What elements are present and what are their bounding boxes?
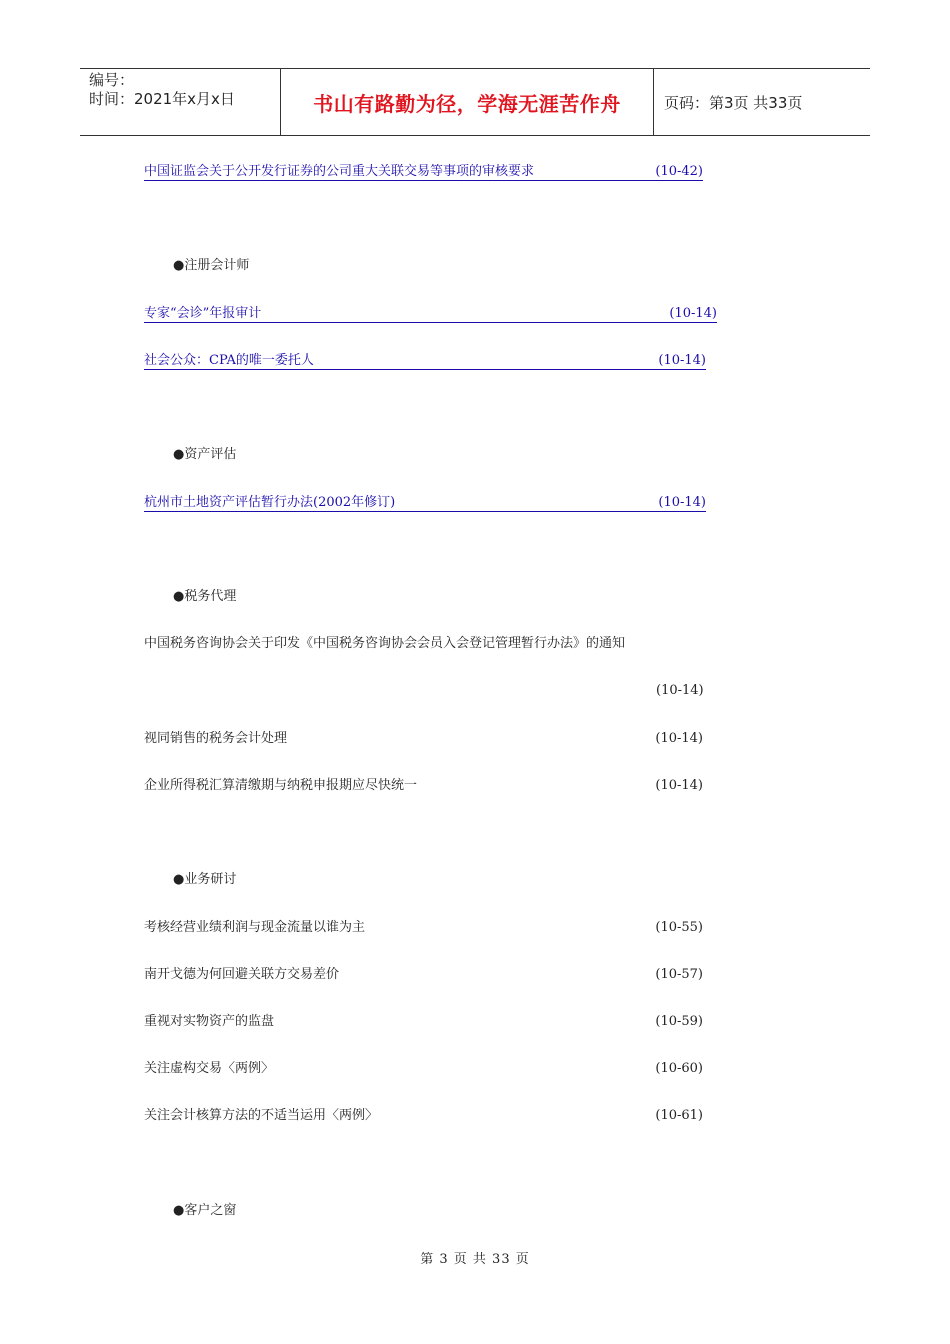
toc-entry-code: (10-55) <box>655 920 703 935</box>
section-heading: ●注册会计师 <box>173 258 250 273</box>
toc-link-code: (10-14) <box>658 353 706 368</box>
toc-link[interactable] <box>144 494 706 512</box>
toc-entry-code: (10-14) <box>655 778 703 793</box>
toc-link[interactable] <box>144 352 706 370</box>
toc-link-title: 中国证监会关于公开发行证券的公司重大关联交易等事项的审核要求 <box>144 164 535 179</box>
toc-link-code: (10-14) <box>669 306 717 321</box>
document-header <box>80 68 870 136</box>
toc-entry <box>144 777 703 794</box>
toc-entry-title: 视同销售的税务会计处理 <box>144 731 288 746</box>
section-heading: ●业务研讨 <box>173 872 237 887</box>
page-footer: 第 3 页 共 33 页 <box>420 1252 530 1267</box>
toc-entry-code: (10-59) <box>655 1014 703 1029</box>
toc-entry-code: (10-14) <box>655 731 703 746</box>
toc-link-title: 专家“会诊”年报审计 <box>144 306 262 321</box>
toc-link-title: 社会公众：CPA的唯一委托人 <box>144 353 314 368</box>
toc-entry <box>144 1060 703 1077</box>
toc-entry-title: 企业所得税汇算清缴期与纳税申报期应尽快统一 <box>144 778 418 793</box>
toc-entry-code: (10-57) <box>655 967 703 982</box>
toc-entry <box>144 1013 703 1030</box>
toc-entry-title: 关注虚构交易〈两例〉 <box>144 1061 275 1076</box>
toc-entry-title: 重视对实物资产的监盘 <box>144 1014 275 1029</box>
toc-entry-title: 关注会计核算方法的不适当运用〈两例〉 <box>144 1108 379 1123</box>
toc-link-title: 杭州市土地资产评估暂行办法(2002年修订) <box>144 495 396 510</box>
toc-link-code: (10-42) <box>655 164 703 179</box>
toc-entry-title: 中国税务咨询协会关于印发《中国税务咨询协会会员入会登记管理暂行办法》的通知 <box>144 636 626 651</box>
toc-link[interactable] <box>144 163 703 181</box>
toc-entry <box>144 919 703 936</box>
toc-entry-code: (10-61) <box>655 1108 703 1123</box>
section-heading: ●资产评估 <box>173 447 237 462</box>
header-motto: 书山有路勤为径，学海无涯苦作舟 <box>281 69 654 135</box>
toc-link[interactable] <box>144 305 717 323</box>
toc-entry-title: 考核经营业绩利润与现金流量以谁为主 <box>144 920 366 935</box>
toc-entry-code: (10-60) <box>655 1061 703 1076</box>
time-label: 时间：2021年x月x日 <box>89 90 235 108</box>
toc-entry <box>144 1107 703 1124</box>
toc-entry <box>144 966 703 983</box>
header-page-number: 页码：第3页 共33页 <box>664 93 803 112</box>
section-heading: ●税务代理 <box>173 589 237 604</box>
toc-entry-code: (10-14) <box>656 683 704 698</box>
toc-link-code: (10-14) <box>658 495 706 510</box>
header-meta <box>80 69 281 135</box>
section-heading: ●客户之窗 <box>173 1203 237 1218</box>
toc-entry <box>144 730 703 747</box>
number-label: 编号： <box>89 71 135 89</box>
toc-entry-title: 南开戈德为何回避关联方交易差价 <box>144 967 340 982</box>
